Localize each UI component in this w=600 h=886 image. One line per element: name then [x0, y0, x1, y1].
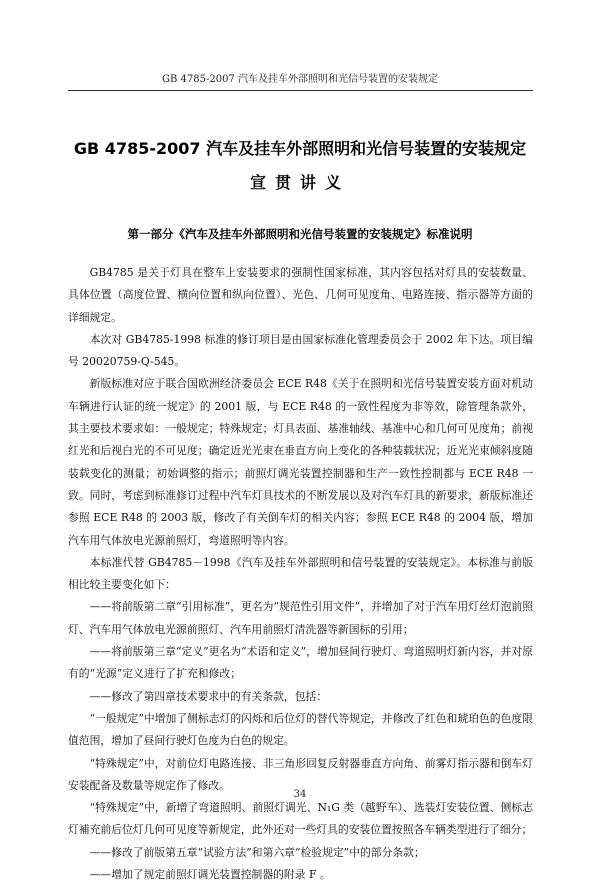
paragraph-change-test-methods: ——修改了前版第五章“试验方法”和第六章“检验规定”中的部分条款； [89, 845, 425, 859]
paragraph-special-provisions-added: “特殊规定”中，新增了弯道照明、前照灯调光、N₁G 类（越野车）、选装灯安装位置、侧标志灯補充前后位灯几何可见度等新规定，此外还对一些灯具的安装位置按照各车辆类型进行了细分； [68, 801, 533, 837]
paragraph-special-provisions-modified: “特殊规定”中，对前位灯电路连接、非三角形回复反射器垂直方向角、前雾灯指示器和倒车灯安装配备及数量等规定作了修改。 [68, 756, 533, 792]
paragraph-ece-correspondence: 新版标准对应于联合国欧洲经济委员会 ECE R48《关于在照明和光信号装置安装方面对机动车辆进行认证的统一规定》的 2001 版，与 ECE R48 的一致性程度为非等效，除管理条款外，其主要技术要求如：一般规定；特殊规定；灯具表面、基准轴线、基准中心和几何可见度角；前视红光和后视白光的不可见度；确定近光光束在垂直方向上变化的各种装载状况；近光光束倾斜度随装载变化的测量；初始调整的指示；前照灯调光装置控制器和生产一致性控制都与 ECE R48 一致。同时，考虑到标准修订过程中汽车灯具技术的不断发展以及对汽车灯具的新要求，新版标准还参照 ECE R48 的 2003 版，修改了有关倒车灯的相关内容；参照 ECE R48 的 2004 版，增加汽车用气体放电光源前照灯，弯道照明等内容。 [68, 377, 533, 547]
paragraph-scope: GB4785 是关于灯具在整车上安装要求的强制性国家标准，其内容包括对灯具的安装数量、具体位置（高度位置、横向位置和纵向位置）、光色、几何可见度角、电路连接、指示器等方面的详细规定。 [68, 266, 533, 324]
paragraph-replacement: 本标准代替 GB4785－1998《汽车及挂车外部照明和信号装置的安装规定》。本标准与前版相比较主要变化如下： [68, 555, 533, 592]
page-number: 34 [293, 789, 307, 800]
paragraph-change-requirements: ——修改了第四章技术要求中的有关条款，包括： [89, 689, 328, 703]
paragraph-change-definitions: ——将前版第三章“定义”更名为“术语和定义”，增加昼间行驶灯、弯道照明灯新内容，并对原有的“光源”定义进行了扩充和修改； [68, 645, 533, 681]
paragraph-project: 本次对 GB4785-1998 标准的修订项目是由国家标准化管理委员会于 2002 年下达。项目编号 20020759-Q-545。 [68, 332, 533, 369]
paragraph-appendix-f: ——增加了规定前照灯调光装置控制器的附录 F 。 [89, 868, 331, 882]
document-title: GB 4785-2007 汽车及挂车外部照明和光信号装置的安装规定 [73, 139, 527, 158]
running-header: GB 4785-2007 汽车及挂车外部照明和光信号装置的安装规定 [162, 74, 438, 85]
header-divider [68, 90, 533, 91]
section-heading: 第一部分《汽车及挂车外部照明和光信号装置的安装规定》标准说明 [127, 227, 473, 241]
paragraph-general-provisions: “一般规定”中增加了侧标志灯的闪烁和后位灯的替代等规定，并修改了红色和琥珀色的色度限值范围，增加了昼间行驶灯色度为白色的规定。 [68, 711, 533, 748]
document-subtitle: 宣贯讲义 [249, 173, 350, 192]
paragraph-change-references: ——将前版第二章“引用标准”，更名为“规范性引用文件”，并增加了对于汽车用灯丝灯泡前照灯、汽车用气体放电光源前照灯、汽车用前照灯清洗器等新国标的引用； [68, 600, 533, 636]
